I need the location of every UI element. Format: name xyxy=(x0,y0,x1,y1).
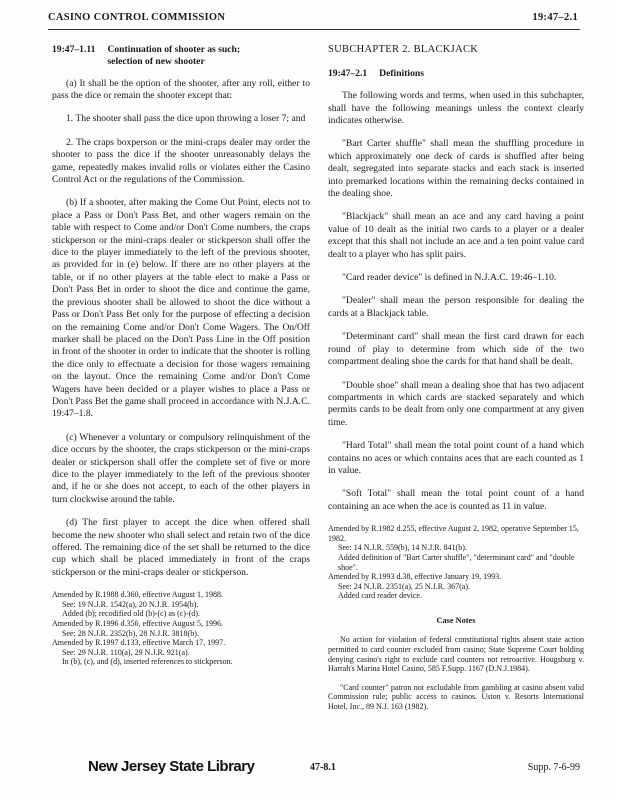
definition-dealer: "Dealer" shall mean the person responsible for dealing the cards at a Blackjack table. xyxy=(328,295,584,319)
section-heading xyxy=(328,68,584,80)
page-footer xyxy=(48,758,580,782)
section-number: 19:47–2.1 xyxy=(328,68,368,80)
section-number: 19:47–1.11 xyxy=(52,44,96,55)
paragraph-c: (c) Whenever a voluntary or compulsory relinquishment of the dice occurs by the shooter, the craps stickperson or the mini-craps dealer or stickperson shall offer the complete set of five or more dice to the player immediately to the left of the previous shooter and, if he or she does not accept, to each of the other players in turn clockwise around the table. xyxy=(52,431,310,505)
header-rule xyxy=(48,29,580,30)
amendment-line: Amended by R.1982 d.255, effective August 2, 1982, operative September 15, 1982. xyxy=(328,524,579,543)
case-notes-heading: Case Notes xyxy=(436,615,476,625)
amendment-line: Amended by R.1997 d.133, effective March 17, 1997. xyxy=(52,638,226,648)
amendment-line: Amended by R.1988 d.360, effective August 1, 1988. xyxy=(52,590,223,600)
subchapter-heading: SUBCHAPTER 2. BLACKJACK xyxy=(328,44,479,55)
amendment-line: See: 19 N.J.R. 1542(a), 20 N.J.R. 1954(b). xyxy=(62,599,199,609)
amendment-line: See: 29 N.J.R. 110(a), 29 N.J.R. 921(a). xyxy=(62,647,190,657)
amendment-line: Added definition of "Bart Carter shuffle", "determinant card" and "double shoe". xyxy=(338,552,575,572)
paragraph-a-2: 2. The craps boxperson or the mini-craps dealer may order the shooter to pass the dice if the shooter unreasonably delays the game, repeatedly makes invalid rolls or violates either the Casino Control Act or the regulations of the Commission. xyxy=(52,136,310,186)
definition-determinant-card: "Determinant card" shall mean the first card drawn for each round of play to determine from which side of the two compartment dealing shoe the cards for that hand shall be dealt. xyxy=(328,331,584,368)
amendment-line: In (b), (c), and (d), inserted references to stickperson. xyxy=(62,657,233,667)
header-agency: CASINO CONTROL COMMISSION xyxy=(48,12,226,23)
definition-card-reader-device: "Card reader device" is defined in N.J.A.C. 19:46–1.10. xyxy=(342,272,557,284)
left-column xyxy=(52,44,310,667)
amendment-line: Added (b); recodified old (b)-(c) as (c)-(d). xyxy=(62,609,200,619)
amendment-history xyxy=(328,524,584,601)
section-title: Definitions xyxy=(379,68,424,80)
paragraph-a-1: 1. The shooter shall pass the dice upon throwing a loser 7; and xyxy=(66,113,306,125)
section-heading xyxy=(52,44,310,68)
case-note: No action for violation of federal constitutional rights absent state action permitted to card counter excluded from casino; State Supreme Court holding denying casino's right to exclude card counters not retroactive. Hougsburg v. Harrah's Marina Hotel Casino, 585 F.Supp. 1167 (D.N.J.1984). xyxy=(328,635,584,674)
amendment-line: See: 14 N.J.R. 559(b), 14 N.J.R. 841(b). xyxy=(338,543,467,553)
library-logo: New Jersey State Library xyxy=(88,758,255,775)
running-header xyxy=(48,12,578,28)
definitions-intro: The following words and terms, when used in this subchapter, shall have the following meanings unless the context clearly indicates otherwise. xyxy=(328,90,584,127)
section-title: Continuation of shooter as such; selection of new shooter xyxy=(107,44,241,67)
definition-double-shoe: "Double shoe" shall mean a dealing shoe that has two adjacent compartments in which cards are stacked separately and which permits cards to be dealt from only one compartment at any given time. xyxy=(328,379,584,428)
amendment-line: Added card reader device. xyxy=(338,591,422,601)
amendment-history xyxy=(52,590,310,667)
paragraph-b: (b) If a shooter, after making the Come Out Point, elects not to place a Pass or Don't Pass Bet, and other wagers remain on the table with respect to Come and/or Don't Come numbers, the craps stickperson or the mini-craps dealer or stickperson shall offer the dice to the player immediately to the left of the previous shooter, as provided for in (e) below. If there are no other players at the table, or if no other players at the table elect to make a Pass or Don't Pass Bet in order to shoot the dice and continue the game, the previous shooter shall be allowed to shoot the dice without a Pass or Don't Pass Bet only for the purpose of effecting a decision on the remaining Come and/or Don't Come Wagers. The On/Off marker shall be placed on the Don't Pass Line in the Off position in front of the shooter in order to indicate that the shooter is rolling the dice only to effectuate a decision for those wagers remaining on the layout. Once the remaining Come and/or Don't Come Wagers have been decided or a player wishes to place a Pass or Don't Pass Bet the game shall proceed in accordance with N.J.A.C. 19:47–1.8. xyxy=(52,197,310,420)
definition-bart-carter-shuffle: "Bart Carter shuffle" shall mean the shuffling procedure in which approximately one deck of cards is shuffled after being dealt, segregated into separate stacks and each stack is inserted into premarked locations within the remaining decks contained in the dealing shoe. xyxy=(328,138,584,200)
amendment-line: Amended by R.1996 d.356, effective August 5, 1996. xyxy=(52,619,223,628)
right-column xyxy=(328,44,584,720)
supplement-date: Supp. 7-6-99 xyxy=(527,762,580,773)
amendment-line: See: 28 N.J.R. 2352(b), 28 N.J.R. 3818(b). xyxy=(62,628,199,638)
page-number: 47-8.1 xyxy=(310,762,336,773)
paragraph-d: (d) The first player to accept the dice when offered shall become the new shooter who shall select and retain two of the dice offered. The remaining dice of the set shall be returned to the dice cup which shall be placed immediately in front of the craps stickperson or the mini-craps dealer or stickperson. xyxy=(52,517,310,578)
paragraph-a: (a) It shall be the option of the shooter, after any roll, either to pass the dice or remain the shooter except that: xyxy=(52,77,310,101)
case-note: "Card counter" patron not excludable from gambling at casino absent valid Commission rule; public access to casinos. Uston v. Resorts International Hotel, Inc., 89 N.J. 163 (1982). xyxy=(328,682,584,711)
definition-blackjack: "Blackjack" shall mean an ace and any card having a point value of 10 dealt as the initial two cards to a player or a dealer except that this shall not include an ace and a ten point value card dealt to a player who has split pairs. xyxy=(328,211,584,260)
definition-soft-total: "Soft Total" shall mean the total point count of a hand containing an ace when the ace is counted as 11 in value. xyxy=(328,488,584,512)
amendment-line: See: 24 N.J.R. 2351(a), 25 N.J.R. 367(a). xyxy=(338,581,470,591)
header-section-number: 19:47–2.1 xyxy=(532,12,578,23)
amendment-line: Amended by R.1993 d.38, effective January 19, 1993. xyxy=(328,572,502,582)
definition-hard-total: "Hard Total" shall mean the total point count of a hand which contains no aces or which contains aces that are each counted as 1 in value. xyxy=(328,440,584,476)
